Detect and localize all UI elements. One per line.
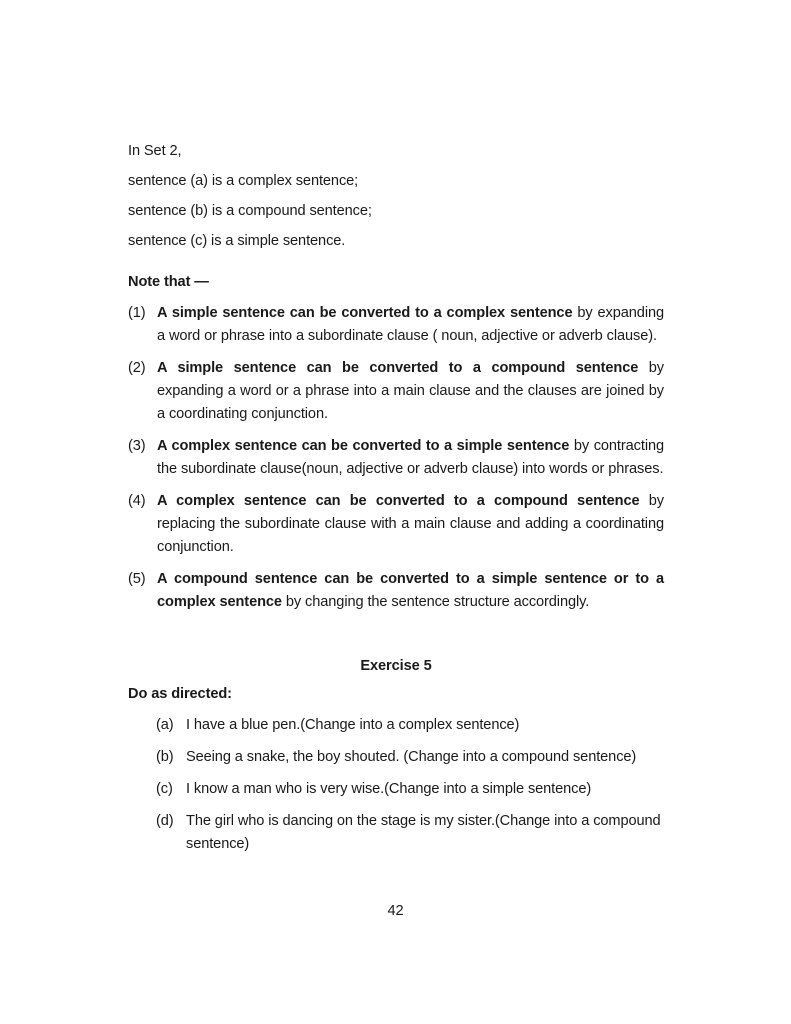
rule-text: by expanding a word or phrase into a subordinate clause ( noun, adjective or adverb clause). — [157, 305, 664, 344]
rule-text: by changing the sentence structure accordingly. — [281, 594, 590, 610]
rule-item — [128, 490, 664, 559]
rule-item — [128, 568, 664, 614]
rule-number: (2) — [128, 360, 146, 376]
rule-text: by contracting the subordinate clause(noun, adjective or adverb clause) into words or phrases. — [157, 438, 664, 477]
rule-text: by expanding a word or a phrase into a main clause and the clauses are joined by a coordinating conjunction. — [157, 360, 664, 422]
exercise-title: Exercise 5 — [360, 658, 432, 674]
page-number: 42 — [387, 903, 404, 919]
rules-list — [128, 302, 664, 614]
exercise-item-number: (a) — [156, 717, 174, 733]
rule-number: (5) — [128, 571, 146, 587]
exercise-item-text: The girl who is dancing on the stage is my sister.(Change into a compound sentence) — [186, 813, 661, 852]
intro-line: sentence (b) is a compound sentence; — [128, 203, 372, 219]
exercise-item — [128, 714, 664, 737]
exercise-item-number: (c) — [156, 781, 173, 797]
page-content — [128, 140, 664, 865]
rule-bold-text: A complex sentence can be converted to a simple sentence — [157, 438, 570, 454]
rule-number: (3) — [128, 438, 146, 454]
rule-item — [128, 435, 664, 481]
rule-bold-text: A compound sentence can be converted to a simple sentence or to a complex sentence — [157, 571, 664, 610]
rule-bold-text: A simple sentence can be converted to a compound sentence — [157, 360, 639, 376]
intro-block — [128, 140, 664, 253]
intro-line: sentence (a) is a complex sentence; — [128, 173, 359, 189]
exercise-item-text: Seeing a snake, the boy shouted. (Change into a compound sentence) — [186, 749, 637, 765]
rule-bold-text: A simple sentence can be converted to a complex sentence — [157, 305, 573, 321]
rule-number: (4) — [128, 493, 146, 509]
rule-text: by replacing the subordinate clause with a main clause and adding a coordinating conjunction. — [157, 493, 664, 555]
rule-number: (1) — [128, 305, 146, 321]
exercise-item — [128, 810, 664, 856]
exercise-item-number: (d) — [156, 813, 174, 829]
rule-item — [128, 302, 664, 348]
intro-line: In Set 2, — [128, 143, 182, 159]
exercise-list — [128, 714, 664, 856]
note-heading: Note that — — [128, 274, 209, 290]
rule-bold-text: A complex sentence can be converted to a compound sentence — [157, 493, 640, 509]
exercise-item — [128, 778, 664, 801]
rule-item — [128, 357, 664, 426]
intro-line: sentence (c) is a simple sentence. — [128, 233, 346, 249]
exercise-item — [128, 746, 664, 769]
exercise-item-text: I know a man who is very wise.(Change into a simple sentence) — [186, 781, 592, 797]
exercise-directive: Do as directed: — [128, 686, 232, 702]
exercise-item-text: I have a blue pen.(Change into a complex sentence) — [186, 717, 520, 733]
exercise-item-number: (b) — [156, 749, 174, 765]
